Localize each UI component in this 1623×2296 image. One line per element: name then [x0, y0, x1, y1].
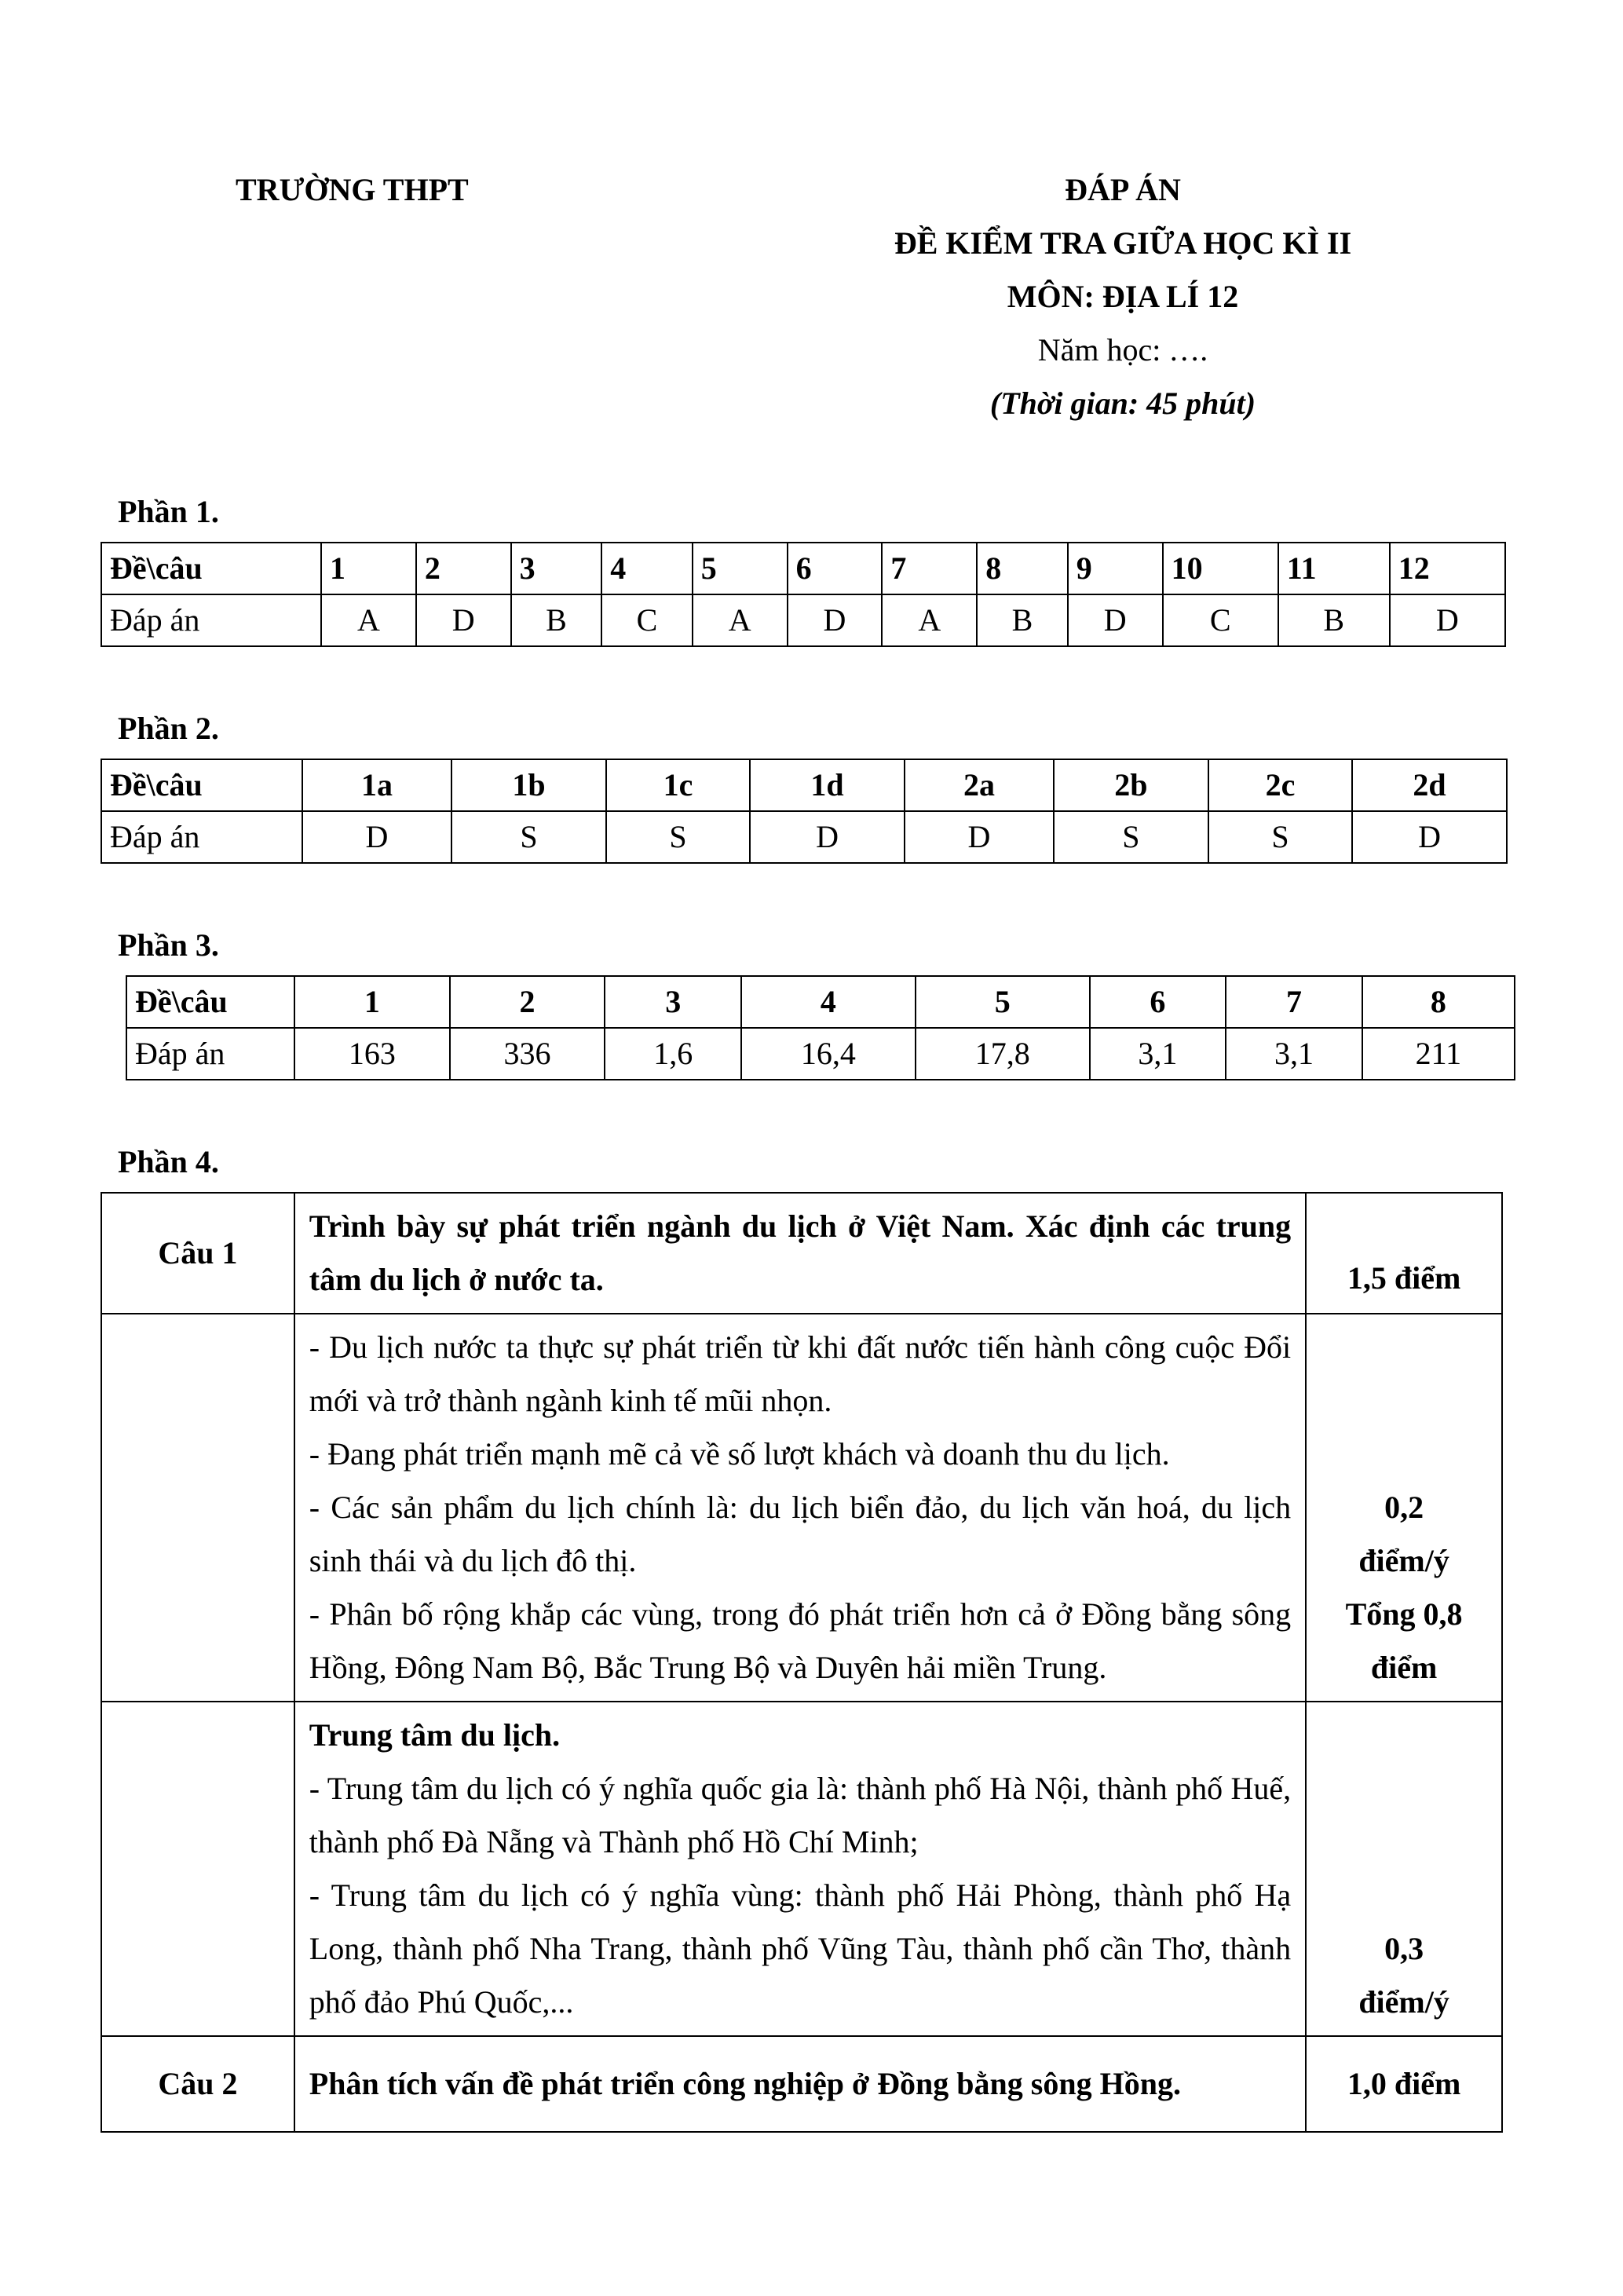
- part3-a: 1,6: [605, 1028, 741, 1080]
- part1-a: C: [601, 594, 693, 646]
- q2-label: Câu 2: [101, 2036, 294, 2132]
- q1-block2-content: [294, 1702, 1306, 2036]
- part1-row2-label: Đáp án: [101, 594, 321, 646]
- q1-label: Câu 1: [101, 1193, 294, 1314]
- part2-q: 2d: [1352, 759, 1507, 811]
- part1-q: 10: [1163, 543, 1278, 594]
- part3-question-row: [126, 976, 1515, 1028]
- q1-block1-row: [101, 1314, 1502, 1702]
- part2-row1-label: Đề\câu: [101, 759, 302, 811]
- part2-table: [101, 759, 1508, 864]
- part3-a: 17,8: [916, 1028, 1090, 1080]
- part1-q: 5: [693, 543, 788, 594]
- points-line: điểm/ý: [1358, 1543, 1449, 1578]
- q1-block2-item: - Trung tâm du lịch có ý nghĩa vùng: thành phố Hải Phòng, thành phố Hạ Long, thành phố Nha Trang, thành phố Vũng Tàu, thành phố cần Thơ, thành phố đảo Phú Quốc,...: [309, 1877, 1292, 2020]
- part1-a: C: [1163, 594, 1278, 646]
- part3-a: 3,1: [1226, 1028, 1362, 1080]
- part3-q: 3: [605, 976, 741, 1028]
- part3-table: [126, 975, 1515, 1080]
- q1-points: 1,5 điểm: [1306, 1193, 1502, 1314]
- part3-a: 16,4: [741, 1028, 916, 1080]
- part1-q: 11: [1278, 543, 1390, 594]
- part3-row2-label: Đáp án: [126, 1028, 294, 1080]
- part1-q: 2: [416, 543, 511, 594]
- part3-q: 7: [1226, 976, 1362, 1028]
- points-line: 0,2: [1384, 1490, 1424, 1525]
- part3-q: 6: [1090, 976, 1226, 1028]
- part2-q: 1d: [750, 759, 905, 811]
- part1-a: A: [321, 594, 416, 646]
- doc-subtitle: ĐỀ KIỂM TRA GIỮA HỌC KÌ II: [894, 225, 1352, 261]
- q1-block1-item: - Các sản phẩm du lịch chính là: du lịch biển đảo, du lịch văn hoá, du lịch sinh thái và du lịch đô thị.: [309, 1490, 1292, 1578]
- q2-points: 1,0 điểm: [1306, 2036, 1502, 2132]
- part2-a: S: [1208, 811, 1352, 863]
- q1-block2-points: [1306, 1702, 1502, 2036]
- school-name: TRƯỜNG THPT: [236, 172, 469, 207]
- part2-q: 1a: [302, 759, 451, 811]
- part1-a: D: [416, 594, 511, 646]
- part2-a: S: [606, 811, 750, 863]
- part1-table: [101, 542, 1506, 647]
- q1-block1-item: - Du lịch nước ta thực sự phát triển từ khi đất nước tiến hành công cuộc Đổi mới và trở thành ngành kinh tế mũi nhọn.: [309, 1329, 1292, 1418]
- part1-q: 9: [1068, 543, 1163, 594]
- q2-header-row: [101, 2036, 1502, 2132]
- part1-a: B: [511, 594, 602, 646]
- part2-row2-label: Đáp án: [101, 811, 302, 863]
- part1-row1-label: Đề\câu: [101, 543, 321, 594]
- part3-a: 3,1: [1090, 1028, 1226, 1080]
- q1-block2-empty: [101, 1702, 294, 2036]
- part3-row1-label: Đề\câu: [126, 976, 294, 1028]
- part1-q: 4: [601, 543, 693, 594]
- part2-q: 2a: [905, 759, 1054, 811]
- doc-subject: MÔN: ĐỊA LÍ 12: [1007, 279, 1239, 314]
- part2-a: D: [905, 811, 1054, 863]
- part1-question-row: [101, 543, 1505, 594]
- q1-block2-heading: Trung tâm du lịch.: [309, 1717, 561, 1753]
- points-line: Tổng 0,8: [1345, 1596, 1463, 1632]
- q1-block2-item: - Trung tâm du lịch có ý nghĩa quốc gia là: thành phố Hà Nội, thành phố Huế, thành phố Đà Nẵng và Thành phố Hồ Chí Minh;: [309, 1771, 1292, 1859]
- part3-a: 163: [294, 1028, 450, 1080]
- part1-q: 6: [788, 543, 883, 594]
- doc-time: (Thời gian: 45 phút): [989, 386, 1256, 421]
- q1-header-row: [101, 1193, 1502, 1314]
- part4-table: [101, 1192, 1503, 2133]
- part1-a: D: [1390, 594, 1505, 646]
- q1-block1-item: - Đang phát triển mạnh mẽ cả về số lượt khách và doanh thu du lịch.: [309, 1436, 1170, 1472]
- part1-a: A: [693, 594, 788, 646]
- part2-q: 2c: [1208, 759, 1352, 811]
- points-line: điểm: [1370, 1650, 1438, 1685]
- part2-q: 2b: [1054, 759, 1208, 811]
- q1-block2-row: [101, 1702, 1502, 2036]
- part1-q: 7: [882, 543, 977, 594]
- part2-q: 1c: [606, 759, 750, 811]
- part3-q: 5: [916, 976, 1090, 1028]
- part2-question-row: [101, 759, 1507, 811]
- part3-q: 2: [450, 976, 605, 1028]
- part3-q: 4: [741, 976, 916, 1028]
- part1-a: A: [882, 594, 977, 646]
- part3-answer-row: [126, 1028, 1515, 1080]
- part3-q: 8: [1362, 976, 1515, 1028]
- part1-a: D: [788, 594, 883, 646]
- doc-title: ĐÁP ÁN: [1065, 172, 1181, 207]
- part3-title: Phần 3.: [118, 927, 219, 963]
- part2-a: D: [750, 811, 905, 863]
- part1-q: 1: [321, 543, 416, 594]
- part1-a: D: [1068, 594, 1163, 646]
- part2-a: S: [1054, 811, 1208, 863]
- part2-a: S: [451, 811, 606, 863]
- part1-q: 3: [511, 543, 602, 594]
- part4-title: Phần 4.: [118, 1144, 219, 1179]
- part3-a: 336: [450, 1028, 605, 1080]
- points-line: điểm/ý: [1358, 1984, 1449, 2020]
- q1-block1-item: - Phân bố rộng khắp các vùng, trong đó phát triển hơn cả ở Đồng bằng sông Hồng, Đông Nam Bộ, Bắc Trung Bộ và Duyên hải miền Trung.: [309, 1596, 1292, 1685]
- part1-q: 12: [1390, 543, 1505, 594]
- doc-year: Năm học: ….: [1037, 332, 1208, 367]
- q1-block1-points: [1306, 1314, 1502, 1702]
- part1-answer-row: [101, 594, 1505, 646]
- part2-title: Phần 2.: [118, 711, 219, 746]
- part2-q: 1b: [451, 759, 606, 811]
- q2-prompt: Phân tích vấn đề phát triển công nghiệp ở Đồng bằng sông Hồng.: [294, 2036, 1306, 2132]
- part1-q: 8: [977, 543, 1068, 594]
- q1-block1-content: [294, 1314, 1306, 1702]
- part1-title: Phần 1.: [118, 494, 219, 529]
- part3-q: 1: [294, 976, 450, 1028]
- part2-answer-row: [101, 811, 1507, 863]
- q1-prompt: Trình bày sự phát triển ngành du lịch ở Việt Nam. Xác định các trung tâm du lịch ở nước ta.: [294, 1193, 1306, 1314]
- part2-a: D: [1352, 811, 1507, 863]
- points-line: 0,3: [1384, 1931, 1424, 1966]
- part1-a: B: [977, 594, 1068, 646]
- part1-a: B: [1278, 594, 1390, 646]
- part3-a: 211: [1362, 1028, 1515, 1080]
- part2-a: D: [302, 811, 451, 863]
- q1-block1-empty: [101, 1314, 294, 1702]
